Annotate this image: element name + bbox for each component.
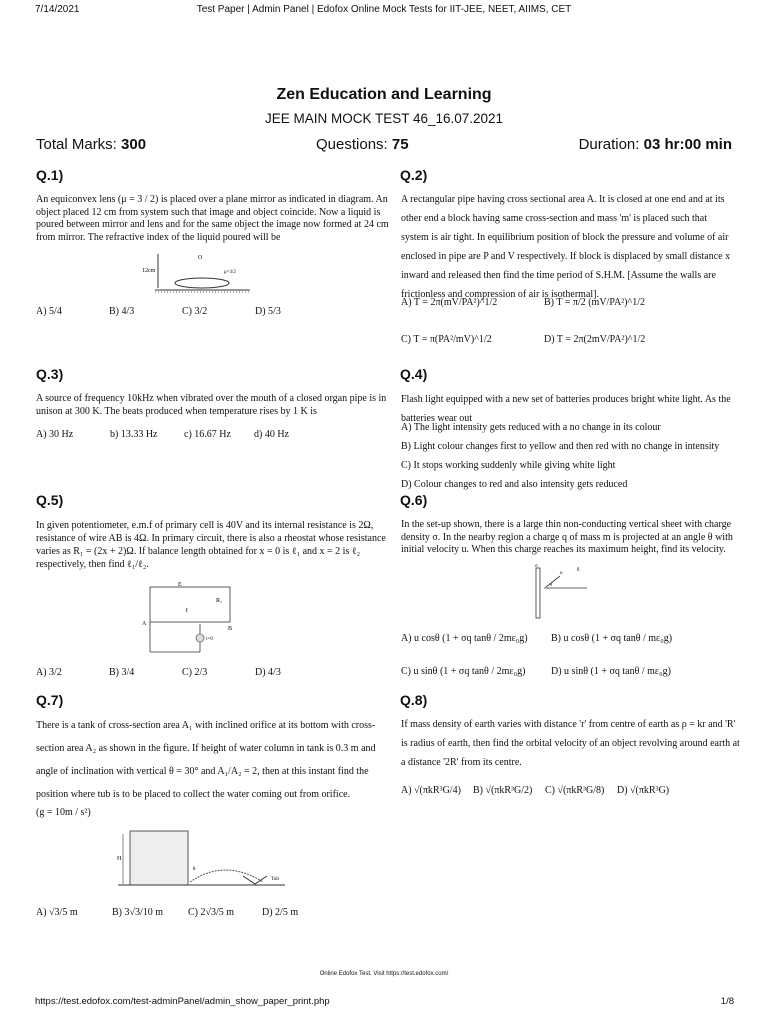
- question-text: In given potentiometer, e.m.f of primary cell is 40V and its internal resistance is 2Ω, resistance of wire AB is 4Ω. In primary circuit, there is also a rheostat whose resistance varies as R₁ = (2x + 2)Ω. If balance length obtained for x = 0 is ℓ₁ and x = 2 is ℓ₂ respectively, then find ℓ₁/ℓ₂.: [36, 520, 386, 570]
- label-sigma: σ: [535, 564, 538, 569]
- option-c[interactable]: C) 3/2: [182, 306, 208, 317]
- question-text: In the set-up shown, there is a large thin non-conducting vertical sheet with charge density σ. In the nearby region a charge q of mass m is projected at an angle θ with initial velocity u. When this charge reaches its maximum height, find its velocity.: [401, 519, 733, 555]
- options: [36, 306, 328, 317]
- options: [401, 633, 741, 677]
- object-label: O: [198, 255, 203, 261]
- option-a[interactable]: A) 5/4: [36, 306, 62, 317]
- potentiometer-circuit-diagram: [140, 582, 240, 662]
- option-c[interactable]: C) 2/3: [182, 667, 208, 678]
- option-b[interactable]: B) √(πkR³G/2): [473, 785, 533, 796]
- label-l: ℓ: [185, 608, 188, 614]
- option-c[interactable]: C) 2√3/5 m: [188, 907, 235, 918]
- page-number: 1/8: [720, 996, 734, 1007]
- question-number: Q.1): [36, 167, 64, 183]
- question-text: Flash light equipped with a new set of batteries produces bright white light. As the batteries wear out: [401, 394, 731, 424]
- question-count: [316, 136, 409, 153]
- question-text: An equiconvex lens (μ = 3 / 2) is placed over a plane mirror as indicated in diagram. An object placed 12 cm from system such that image and object coincide. Now a liquid is poured between mirror and lens and for the same object the image now formed at 24 cm from mirror. The refractive index of the liquid poured will be: [36, 194, 389, 243]
- question-number: Q.8): [400, 692, 428, 708]
- text-line: position where tub is to be placed to collect the water coming out from orifice.: [36, 789, 351, 800]
- option-d[interactable]: D) 5/3: [255, 306, 281, 317]
- options: [36, 429, 314, 440]
- questions-value: 75: [391, 136, 409, 153]
- option-c[interactable]: c) 16.67 Hz: [184, 429, 231, 440]
- duration-value: 03 hr:00 min: [643, 136, 732, 153]
- duration: [579, 136, 732, 153]
- label-g: g: [577, 567, 580, 572]
- option-c[interactable]: C) u sinθ (1 + σq tanθ / 2mε₀g): [401, 666, 526, 677]
- option-a[interactable]: A) √(πkR³G/4): [401, 785, 461, 796]
- question-number: Q.7): [36, 692, 64, 708]
- question-number: Q.2): [400, 167, 428, 183]
- text-line: angle of inclination with vertical θ = 30° and A₁/A₂ = 2, then at this instant find the: [36, 766, 369, 777]
- question-number: Q.6): [400, 492, 428, 508]
- print-date: 7/14/2021: [35, 4, 80, 15]
- label-r1: R₁: [216, 598, 223, 604]
- option-b[interactable]: B) 4/3: [109, 306, 135, 317]
- question-number: Q.4): [400, 366, 428, 382]
- option-c[interactable]: C) √(πkR³G/8): [545, 785, 605, 796]
- label-u: u: [560, 571, 563, 576]
- footer-watermark: Online Edofox Test. Visit https://test.edofox.com/: [319, 971, 449, 977]
- option-d[interactable]: d) 40 Hz: [254, 429, 289, 440]
- option-d[interactable]: D) Colour changes to red and also intensity gets reduced: [401, 479, 628, 490]
- lens-diagram: [140, 250, 260, 298]
- option-a[interactable]: A) √3/5 m: [36, 907, 78, 918]
- label-b: B: [228, 626, 233, 632]
- total-marks-value: 300: [121, 136, 147, 153]
- charged-sheet-diagram: [530, 562, 590, 620]
- option-d[interactable]: D) 2/5 m: [262, 907, 299, 918]
- mu-label: μ=3/2: [224, 270, 236, 275]
- text-line: section area A₂ as shown in the figure. If height of water column in tank is 0.3 m and: [36, 743, 376, 754]
- option-d[interactable]: D) T = 2π(2mV/PA²)^1/2: [544, 334, 646, 345]
- label-e: E: [178, 582, 182, 588]
- option-b[interactable]: B) 3/4: [109, 667, 135, 678]
- options: [36, 907, 322, 918]
- question-text: [36, 714, 390, 820]
- option-b[interactable]: B) T = π/2 (mV/PA²)^1/2: [544, 297, 645, 308]
- question-number: Q.3): [36, 366, 64, 382]
- test-name: JEE MAIN MOCK TEST 46_16.07.2021: [264, 111, 504, 126]
- option-b[interactable]: b) 13.33 Hz: [110, 429, 158, 440]
- total-marks-label: Total Marks:: [36, 136, 117, 153]
- question-text: If mass density of earth varies with distance 'r' from centre of earth as ρ = kr and 'R' is radius of earth, then find the orbital velocity of an object revolving around earth at a distance '2R' from its centre.: [401, 719, 740, 768]
- question-number: Q.5): [36, 492, 64, 508]
- text-line: (g = 10m / s²): [36, 807, 91, 818]
- option-c[interactable]: C) T = π(PA²/mV)^1/2: [401, 334, 492, 345]
- question-text: A source of frequency 10kHz when vibrated over the mouth of a closed organ pipe is in unison at 300 K. The beats produced when temperature rises by 1 K is: [36, 393, 387, 417]
- option-a[interactable]: A) 3/2: [36, 667, 62, 678]
- option-d[interactable]: D) √(πkR³G): [617, 785, 670, 796]
- option-a[interactable]: A) The light intensity gets reduced with a no change in its colour: [401, 422, 661, 433]
- page-url: https://test.edofox.com/test-adminPanel/admin_show_paper_print.php: [35, 996, 330, 1007]
- option-b[interactable]: B) Light colour changes first to yellow and then red with no change in intensity: [401, 441, 720, 452]
- option-b[interactable]: B) u cosθ (1 + σq tanθ / mε₀g): [551, 633, 673, 644]
- label-theta: θ: [550, 582, 552, 587]
- label-tub: Tub: [271, 877, 279, 882]
- option-d[interactable]: D) u sinθ (1 + σq tanθ / mε₀g): [551, 666, 671, 677]
- option-b[interactable]: B) 3√3/10 m: [112, 907, 164, 918]
- duration-label: Duration:: [578, 136, 640, 153]
- label-a: A: [142, 621, 147, 627]
- label-theta: θ: [193, 867, 196, 872]
- text-line: There is a tank of cross-section area A₁ with inclined orifice at its bottom with cross-: [36, 720, 376, 731]
- question-text: A rectangular pipe having cross sectional area A. It is closed at one end and at its other end a block having same cross-section and mass 'm' is placed such that system is air tight. In equilibrium position of block the pressure and volume of air enclosed in pipe are P and V respectively. If block is displaced by small distance x inward and released then find the time period of S.H.M. [Assume the walls are frictionless and compression of air is isothermal].: [401, 194, 731, 300]
- label-h: H: [117, 856, 122, 862]
- tank-orifice-diagram: [115, 828, 295, 888]
- option-a[interactable]: A) u cosθ (1 + σq tanθ / 2mε₀g): [401, 633, 528, 644]
- institute-name: Zen Education and Learning: [276, 86, 492, 103]
- total-marks: [36, 136, 146, 153]
- questions-label: Questions:: [316, 136, 388, 153]
- option-c[interactable]: C) It stops working suddenly while giving white light: [401, 460, 616, 471]
- option-a[interactable]: A) T = 2π(mV/PA²)^1/2: [401, 297, 498, 308]
- options: [36, 667, 328, 678]
- options: [401, 785, 697, 796]
- label-i: i=0: [206, 637, 213, 642]
- option-a[interactable]: A) 30 Hz: [36, 429, 74, 440]
- options: [401, 418, 741, 494]
- height-label: 12cm: [142, 268, 156, 274]
- print-page-title: Test Paper | Admin Panel | Edofox Online Mock Tests for IIT-JEE, NEET, AIIMS, CET: [196, 4, 572, 15]
- option-d[interactable]: D) 4/3: [255, 667, 281, 678]
- options: [401, 297, 741, 345]
